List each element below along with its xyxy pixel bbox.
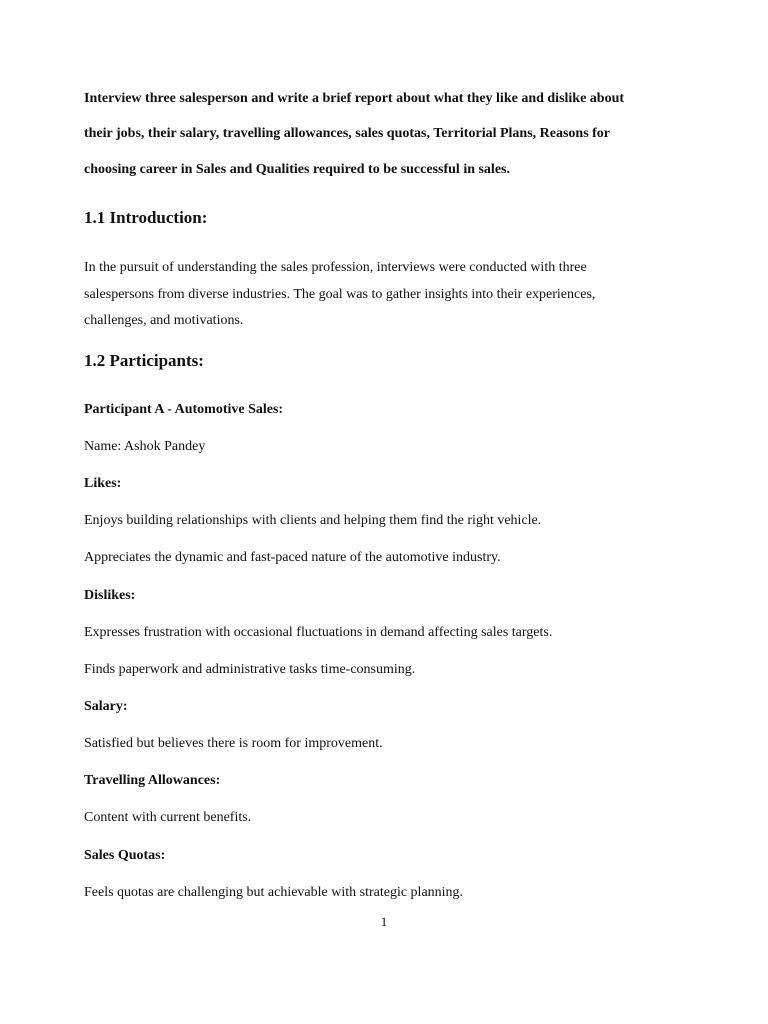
dislikes-item-1: Expresses frustration with occasional fluctuations in demand affecting sales targets. [84,625,553,640]
salary-label: Salary: [84,699,128,714]
participants-heading: 1.2 Participants: [84,351,204,370]
task-line-1: Interview three salesperson and write a brief report about what they like and dislike about [84,91,625,106]
travelling-allowances-text: Content with current benefits. [84,810,252,825]
sales-quotas-text: Feels quotas are challenging but achievable with strategic planning. [84,885,464,900]
introduction-line-2: salespersons from diverse industries. The goal was to gather insights into their experiences, [84,287,596,302]
salary-text: Satisfied but believes there is room for improvement. [84,736,383,751]
dislikes-label: Dislikes: [84,588,136,603]
likes-label: Likes: [84,476,122,491]
participant-a-name: Name: Ashok Pandey [84,439,206,454]
task-line-2: their jobs, their salary, travelling allowances, sales quotas, Territorial Plans, Reasons for [84,126,611,141]
page-number: 1 [380,914,388,929]
introduction-heading: 1.1 Introduction: [84,208,208,227]
likes-item-1: Enjoys building relationships with clients and helping them find the right vehicle. [84,513,542,528]
introduction-line-1: In the pursuit of understanding the sales profession, interviews were conducted with three [84,260,587,275]
sales-quotas-label: Sales Quotas: [84,848,166,863]
dislikes-item-2: Finds paperwork and administrative tasks time-consuming. [84,662,416,677]
likes-item-2: Appreciates the dynamic and fast-paced nature of the automotive industry. [84,550,501,565]
travelling-allowances-label: Travelling Allowances: [84,773,221,788]
task-line-3: choosing career in Sales and Qualities required to be successful in sales. [84,162,510,177]
participant-a-title: Participant A - Automotive Sales: [84,402,284,417]
introduction-line-3: challenges, and motivations. [84,313,244,328]
